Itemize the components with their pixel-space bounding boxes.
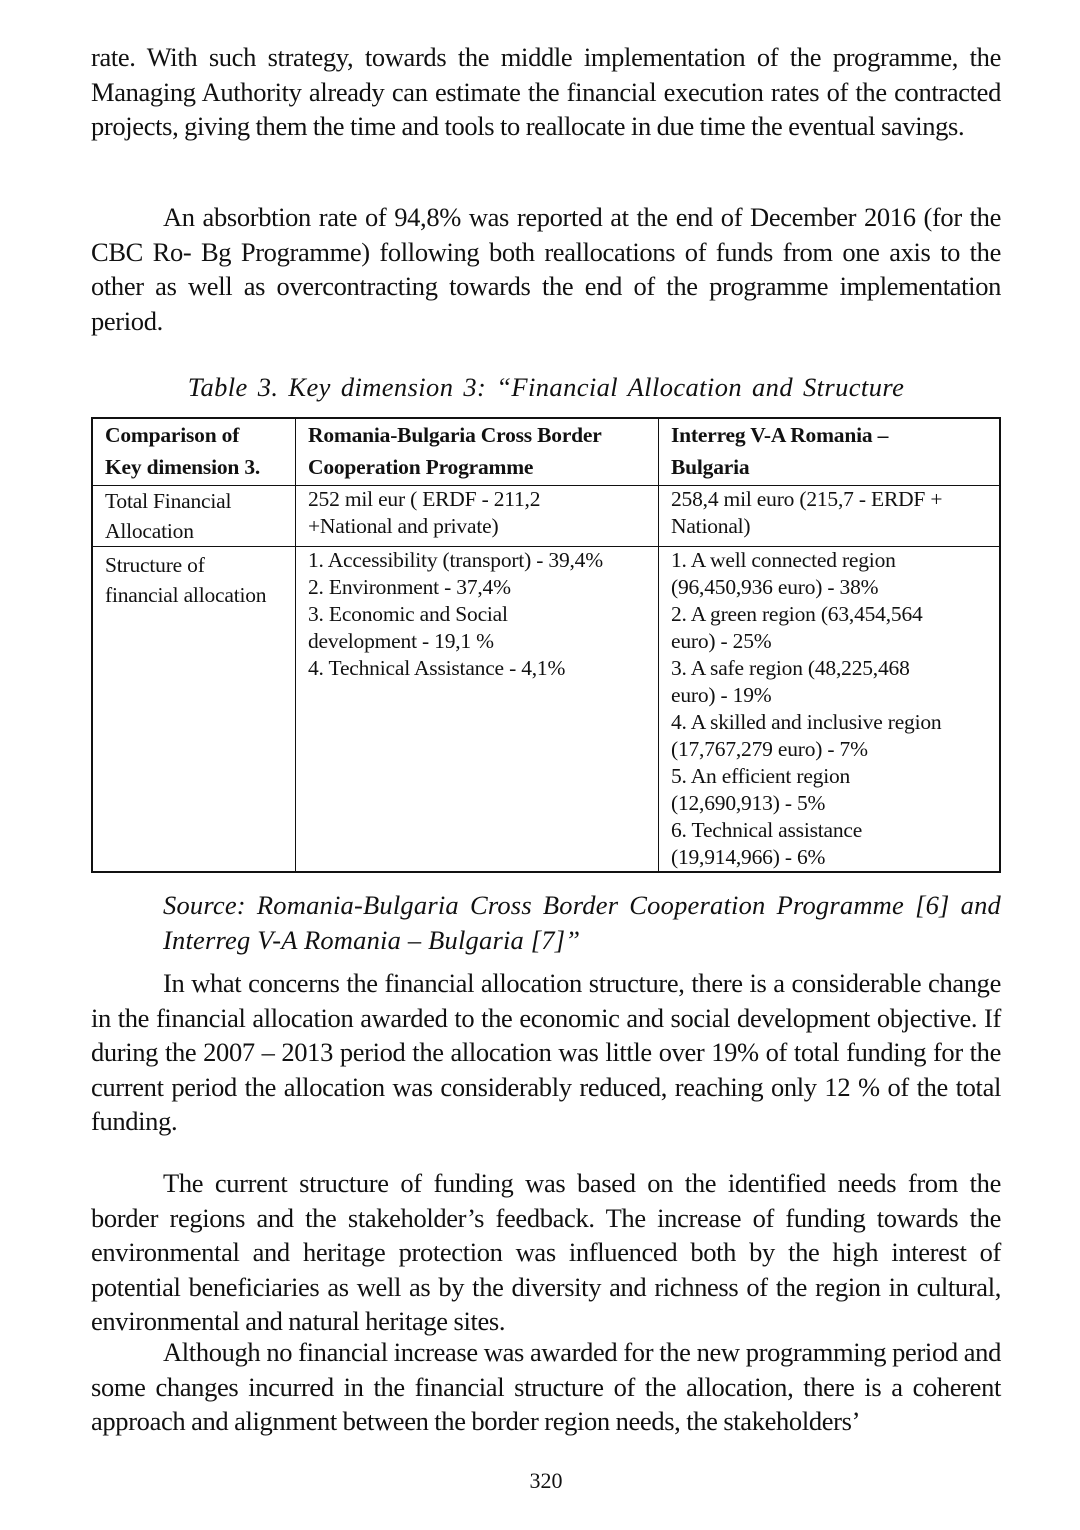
list-item: euro) - 19%	[671, 683, 772, 707]
list-item: (12,690,913) - 5%	[671, 791, 826, 815]
list-item: 3. Economic and Social	[308, 602, 508, 626]
table-row-structure	[92, 547, 1000, 873]
list-item: 3. A safe region (48,225,468	[671, 656, 910, 680]
paragraph-2: An absorbtion rate of 94,8% was reported at the end of December 2016 (for the CBC Ro- Bg Programme) following both reallocations of funds from one axis to the other as well as overcontracting towards the end of the programme implementation period.	[91, 202, 1001, 336]
list-item: 2. A green region (63,454,564	[671, 602, 923, 626]
list-item: 2. Environment - 37,4%	[308, 575, 511, 599]
list-item: 1. A well connected region	[671, 548, 896, 572]
paragraph-3: In what concerns the financial allocation structure, there is a considerable change in the financial allocation awarded to the economic and social development objective. If during the 2007 – 2013 period the allocation was little over 19% of total funding for the current period the allocation was considerably reduced, reaching only 12 % of the total funding.	[91, 968, 1001, 1137]
table-header-row	[92, 418, 1000, 486]
table-row-total-allocation	[92, 486, 1000, 547]
table-caption: Table 3. Key dimension 3: “Financial Allocation and Structure	[187, 372, 905, 402]
header-interreg: Interreg V-A Romania – Bulgaria	[659, 418, 1001, 486]
paragraph-1: rate. With such strategy, towards the middle implementation of the programme, the Managing Authority already can estimate the financial execution rates of the contracted projects, giving them the time and tools to reallocate in due time the eventual savings.	[91, 42, 1001, 142]
interreg-structure-cell	[659, 547, 1001, 873]
table-source-note: Source: Romania-Bulgaria Cross Border Cooperation Programme [6] and Interreg V-A Romania – Bulgaria [7]”	[163, 890, 1001, 955]
cbc-structure-cell	[296, 547, 659, 873]
list-item: 1. Accessibility (transport) - 39,4%	[308, 548, 603, 572]
financial-allocation-table	[91, 417, 1001, 873]
row-label: Total Financial Allocation	[92, 486, 296, 547]
list-item: development - 19,1 %	[308, 629, 494, 653]
paragraph-5: Although no financial increase was awarded for the new programming period and some changes incurred in the financial structure of the allocation, there is a coherent approach and alignment between the border region needs, the stakeholders’	[91, 1337, 1001, 1437]
list-item: 4. A skilled and inclusive region	[671, 710, 942, 734]
paragraph-4: The current structure of funding was based on the identified needs from the border regions and the stakeholder’s feedback. The increase of funding towards the environmental and heritage protection was influenced both by the high interest of potential beneficiaries as well as by the diversity and richness of the region in cultural, environmental and natural heritage sites.	[91, 1168, 1001, 1337]
list-item: 6. Technical assistance	[671, 818, 863, 842]
header-cbc-programme: Romania-Bulgaria Cross Border Cooperation Programme	[296, 418, 659, 486]
list-item: 4. Technical Assistance - 4,1%	[308, 656, 566, 680]
header-comparison: Comparison of Key dimension 3.	[92, 418, 296, 486]
list-item: 5. An efficient region	[671, 764, 851, 788]
row-label: Structure of financial allocation	[92, 547, 296, 873]
list-item: euro) - 25%	[671, 629, 772, 653]
list-item: (96,450,936 euro) - 38%	[671, 575, 879, 599]
cbc-total-cell: 252 mil eur ( ERDF - 211,2 +National and private)	[296, 486, 659, 547]
interreg-total-cell: 258,4 mil euro (215,7 - ERDF + National)	[659, 486, 1001, 547]
page-number: 320	[529, 1468, 563, 1493]
list-item: (17,767,279 euro) - 7%	[671, 737, 868, 761]
list-item: (19,914,966) - 6%	[671, 845, 826, 869]
